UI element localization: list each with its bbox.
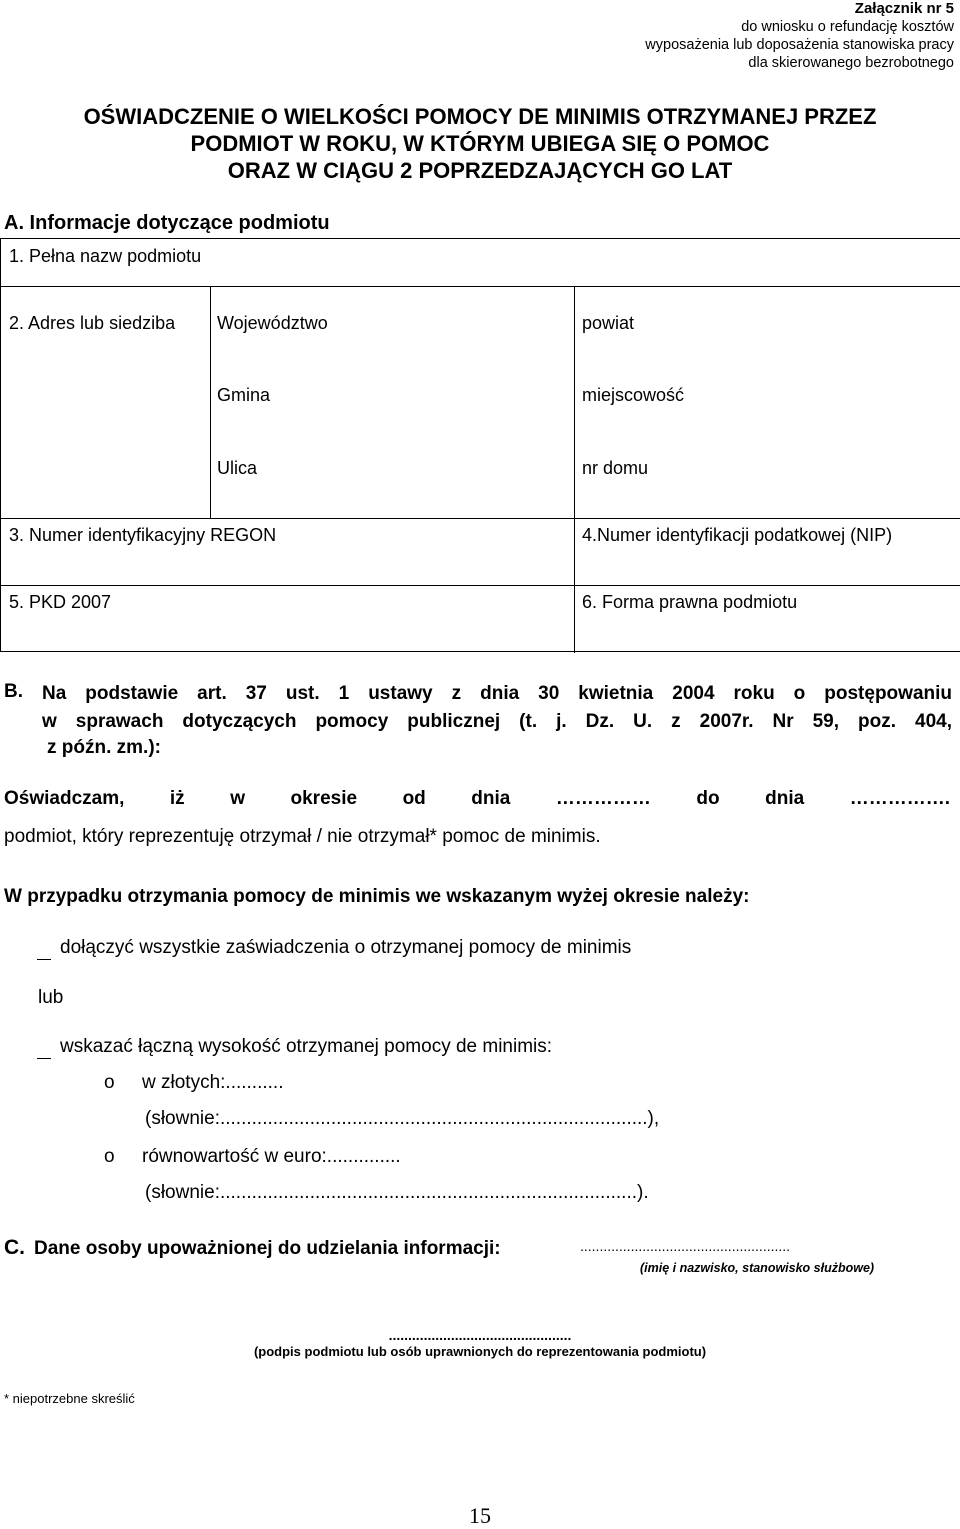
form-divider [1, 585, 960, 586]
option-attach-certificates: dołączyć wszystkie zaświadczenia o otrzymanej pomocy de minimis [60, 937, 632, 958]
nip-label: 4.Numer identyfikacji podatkowej (NIP) [582, 525, 893, 545]
circle-bullet: o [104, 1146, 115, 1167]
annex-header [394, 0, 954, 72]
signature-field: ............................................... [388, 1327, 572, 1343]
page-number: 15 [469, 1503, 491, 1528]
amount-eur-field: równowartość w euro:.............. [142, 1146, 401, 1167]
annex-line: dla skierowanego bezrobotnego [748, 55, 954, 71]
dash-bullet [37, 1058, 51, 1059]
circle-bullet: o [104, 1072, 115, 1093]
declaration-period: Oświadczam, iż w okresie od dnia …………… do dnia ……………. [4, 788, 950, 809]
annex-number: Załącznik nr 5 [854, 0, 954, 17]
form-divider [574, 518, 575, 653]
declaration-statement: podmiot, który reprezentuję otrzymał / nie otrzymał* pomoc de minimis. [4, 826, 601, 847]
section-a-heading: A. Informacje dotyczące podmiotu [4, 212, 330, 234]
legal-basis-line: Na podstawie art. 37 ust. 1 ustawy z dnia 30 kwietnia 2004 roku o postępowaniu [42, 683, 952, 704]
annex-line: wyposażenia lub doposażenia stanowiska pracy [645, 37, 954, 53]
form-divider [1, 518, 960, 519]
section-c-letter: C. [4, 1236, 25, 1259]
document-title [0, 103, 960, 184]
case-heading: W przypadku otrzymania pomocy de minimis we wskazanym wyżej okresie należy: [4, 886, 750, 907]
footnote: * niepotrzebne skreślić [4, 1391, 135, 1406]
section-b-letter: B. [4, 681, 23, 702]
legal-form-label: 6. Forma prawna podmiotu [582, 592, 798, 612]
address-label: 2. Adres lub siedziba [9, 313, 176, 333]
authorized-person-caption: (imię i nazwisko, stanowisko służbowe) [640, 1261, 875, 1275]
title-line: ORAZ W CIĄGU 2 POPRZEDZAJĄCYCH GO LAT [227, 158, 733, 183]
form-divider [574, 286, 575, 519]
or-label: lub [38, 987, 64, 1008]
amount-pln-words-field: (słownie:.................................................................................), [145, 1108, 660, 1129]
authorized-person-field: ...................................................... [580, 1238, 791, 1254]
street-label: Ulica [217, 458, 258, 478]
regon-label: 3. Numer identyfikacyjny REGON [9, 525, 277, 545]
entity-info-form [0, 238, 960, 652]
pkd-label: 5. PKD 2007 [9, 592, 112, 612]
amount-pln-field: w złotych:........... [142, 1072, 284, 1093]
house-number-label: nr domu [582, 458, 649, 478]
signature-caption: (podpis podmiotu lub osób uprawnionych do reprezentowania podmiotu) [253, 1344, 707, 1359]
form-divider [210, 286, 211, 519]
county-label: powiat [582, 313, 635, 333]
legal-basis-line: w sprawach dotyczących pomocy publicznej (t. j. Dz. U. z 2007r. Nr 59, poz. 404, [42, 711, 952, 732]
amount-eur-words-field: (słownie:...............................................................................). [145, 1182, 649, 1203]
form-divider [1, 286, 960, 287]
section-c-heading: Dane osoby upoważnionej do udzielania informacji: [34, 1238, 501, 1259]
annex-line: do wniosku o refundację kosztów [741, 19, 954, 35]
legal-basis-line: z późn. zm.): [47, 737, 161, 758]
option-indicate-amount: wskazać łączną wysokość otrzymanej pomocy de minimis: [60, 1036, 553, 1057]
locality-label: miejscowość [582, 385, 685, 405]
full-name-label: 1. Pełna nazw podmiotu [9, 246, 202, 266]
dash-bullet [37, 959, 51, 960]
title-line: PODMIOT W ROKU, W KTÓRYM UBIEGA SIĘ O POMOC [190, 131, 770, 156]
voivodeship-label: Województwo [217, 313, 328, 333]
municipality-label: Gmina [217, 385, 271, 405]
title-line: OŚWIADCZENIE O WIELKOŚCI POMOCY DE MINIMIS OTRZYMANEJ PRZEZ [83, 104, 877, 129]
